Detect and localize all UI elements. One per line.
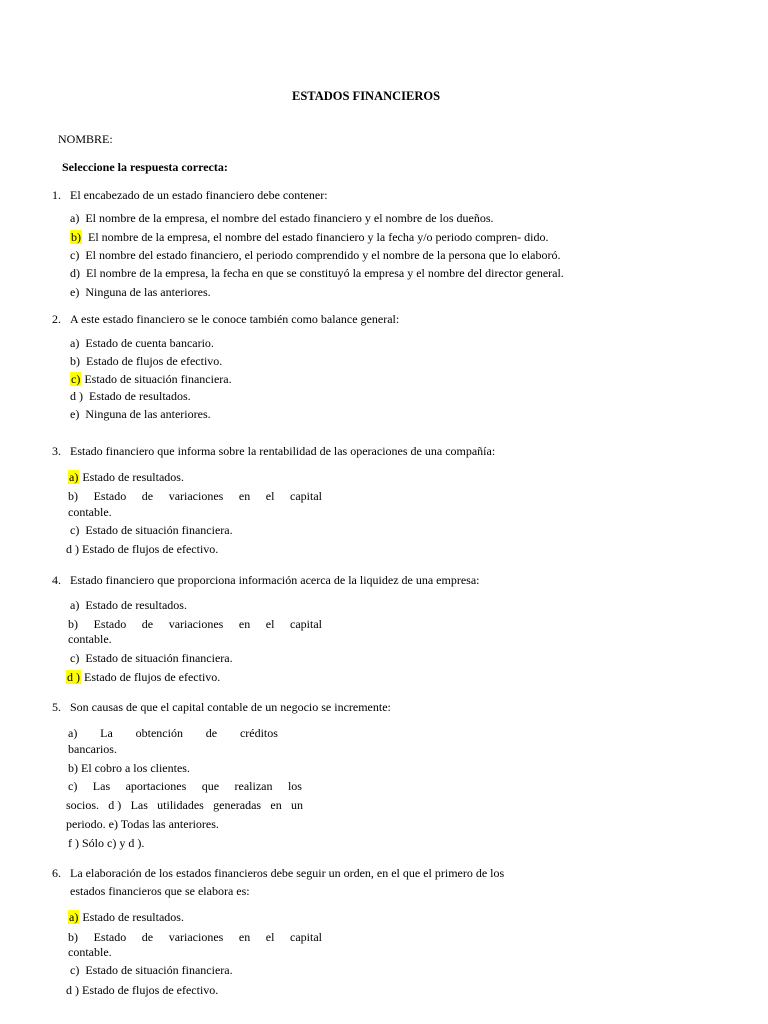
- option-word: en: [238, 930, 251, 944]
- question-text: A este estado financiero se le conoce también como balance general:: [70, 312, 400, 326]
- option-word: en: [238, 489, 251, 503]
- option-text: Ninguna de las anteriores.: [85, 285, 211, 299]
- option-c: [70, 651, 233, 665]
- option-letter: a): [70, 211, 80, 225]
- option-e: [70, 285, 211, 299]
- option-word: de: [141, 617, 154, 631]
- option-a: [68, 910, 184, 924]
- option-word: capital: [290, 617, 322, 631]
- option-a: [68, 470, 184, 484]
- answer-line: periodo. e) Todas las anteriores.: [66, 817, 219, 831]
- option-text: Estado de resultados.: [82, 470, 184, 484]
- option-text: Estado de resultados.: [85, 598, 187, 612]
- instruction-text: Seleccione la respuesta correcta:: [62, 160, 228, 174]
- answer-line: bancarios.: [68, 742, 117, 756]
- option-text: Estado de flujos de efectivo.: [82, 542, 219, 556]
- option-letter: b): [70, 354, 80, 368]
- nombre-label: NOMBRE:: [58, 132, 113, 146]
- option-b: [70, 354, 222, 368]
- option-text: El nombre de la empresa, el nombre del estado financiero y la fecha y/o periodo compren- dido.: [88, 230, 549, 244]
- option-word: variaciones: [168, 930, 224, 944]
- question-text: El encabezado de un estado financiero debe contener:: [70, 188, 328, 202]
- option-letter: d): [70, 266, 80, 280]
- option-text: El nombre del estado financiero, el periodo comprendido y el nombre de la persona que lo elaboró.: [85, 248, 561, 262]
- answer-word: a): [68, 726, 78, 740]
- option-text: Estado de situación financiera.: [85, 963, 233, 977]
- answer-word: de: [205, 726, 218, 740]
- option-letter: b): [68, 489, 78, 503]
- option-text: Estado de situación financiera.: [85, 651, 233, 665]
- option-word: de: [141, 930, 154, 944]
- answer-line: [68, 779, 302, 793]
- option-e: [70, 407, 211, 421]
- option-letter: e): [70, 285, 80, 299]
- option-d: [70, 266, 564, 280]
- option-letter: c): [70, 248, 80, 262]
- option-text: Estado de flujos de efectivo.: [84, 670, 221, 684]
- correct-answer-highlight: b): [71, 230, 81, 244]
- answer-word: Las: [92, 779, 111, 793]
- question-number: 2.: [52, 312, 61, 326]
- option-word: capital: [290, 930, 322, 944]
- question-text: Estado financiero que proporciona información acerca de la liquidez de una empresa:: [70, 573, 480, 587]
- option-word: Estado: [93, 930, 127, 944]
- option-letter: b): [68, 930, 78, 944]
- answer-line: f ) Sólo c) y d ).: [68, 836, 145, 850]
- option-b: [68, 617, 322, 631]
- option-letter: d ): [66, 983, 79, 997]
- option-text: Estado de flujos de efectivo.: [82, 983, 219, 997]
- answer-word: realizan: [234, 779, 273, 793]
- correct-answer-highlight: d ): [67, 670, 80, 684]
- option-b: [68, 930, 322, 944]
- option-text: Estado de cuenta bancario.: [85, 336, 214, 350]
- option-d: [70, 389, 191, 403]
- option-letter: d ): [66, 542, 79, 556]
- option-word: Estado: [93, 617, 127, 631]
- question-number: 4.: [52, 573, 61, 587]
- option-text: Estado de resultados.: [89, 389, 191, 403]
- option-word: variaciones: [168, 489, 224, 503]
- option-a: [70, 211, 494, 225]
- answer-word: utilidades: [157, 798, 204, 812]
- option-word: en: [238, 617, 251, 631]
- option-letter: c): [70, 523, 80, 537]
- option-letter: a): [70, 336, 80, 350]
- question-number: 5.: [52, 700, 61, 714]
- option-a: [70, 336, 214, 350]
- answer-word: un: [291, 798, 303, 812]
- correct-answer-highlight: a): [69, 470, 79, 484]
- answer-word: en: [270, 798, 282, 812]
- option-c: [70, 963, 233, 977]
- option-letter: c): [70, 651, 80, 665]
- option-c: [70, 523, 233, 537]
- option-text: Ninguna de las anteriores.: [85, 407, 211, 421]
- answer-word: socios.: [66, 798, 99, 812]
- answer-word: Las: [130, 798, 148, 812]
- answer-line: [68, 726, 278, 740]
- answer-word: aportaciones: [125, 779, 187, 793]
- option-letter: e): [70, 407, 80, 421]
- option-text: Estado de situación financiera.: [85, 523, 233, 537]
- option-d: [66, 670, 220, 684]
- answer-word: créditos: [239, 726, 278, 740]
- option-text: El nombre de la empresa, la fecha en que se constituyó la empresa y el nombre del director general.: [86, 266, 564, 280]
- answer-word: los: [287, 779, 302, 793]
- answer-word: La: [100, 726, 113, 740]
- option-c: [70, 372, 232, 386]
- option-d: [66, 542, 218, 556]
- page-title: ESTADOS FINANCIEROS: [292, 89, 441, 103]
- answer-word: que: [201, 779, 220, 793]
- option-word: el: [265, 617, 275, 631]
- option-letter: c): [70, 963, 80, 977]
- option-word: de: [141, 489, 154, 503]
- option-b: [68, 489, 322, 503]
- option-d: [66, 983, 218, 997]
- correct-answer-highlight: c): [71, 372, 81, 386]
- option-c: [70, 248, 561, 262]
- question-text: Estado financiero que informa sobre la rentabilidad de las operaciones de una compañía:: [70, 444, 496, 458]
- option-b: [70, 230, 549, 244]
- option-text: Estado de resultados.: [82, 910, 184, 924]
- option-a: [70, 598, 187, 612]
- option-word: Estado: [93, 489, 127, 503]
- answer-line: [66, 798, 303, 812]
- question-number: 6.: [52, 866, 61, 880]
- option-word: el: [265, 930, 275, 944]
- option-word: variaciones: [168, 617, 224, 631]
- option-text: El nombre de la empresa, el nombre del estado financiero y el nombre de los dueños.: [85, 211, 494, 225]
- option-continuation: contable.: [68, 632, 112, 646]
- answer-word: obtención: [135, 726, 183, 740]
- answer-word: generadas: [213, 798, 262, 812]
- option-continuation: contable.: [68, 945, 112, 959]
- answer-word: d ): [108, 798, 122, 812]
- option-letter: b): [68, 617, 78, 631]
- answer-word: c): [68, 779, 78, 793]
- question-number: 1.: [52, 188, 61, 202]
- option-word: el: [265, 489, 275, 503]
- correct-answer-highlight: a): [69, 910, 79, 924]
- question-number: 3.: [52, 444, 61, 458]
- question-text: La elaboración de los estados financieros debe seguir un orden, en el que el primero de los: [70, 866, 505, 880]
- question-text-continued: estados financieros que se elabora es:: [70, 884, 250, 898]
- answer-line: b) El cobro a los clientes.: [68, 761, 190, 775]
- option-letter: a): [70, 598, 80, 612]
- option-text: Estado de flujos de efectivo.: [86, 354, 223, 368]
- option-letter: d ): [70, 389, 83, 403]
- question-text: Son causas de que el capital contable de un negocio se incremente:: [70, 700, 391, 714]
- option-continuation: contable.: [68, 505, 112, 519]
- option-text: Estado de situación financiera.: [84, 372, 232, 386]
- option-word: capital: [290, 489, 322, 503]
